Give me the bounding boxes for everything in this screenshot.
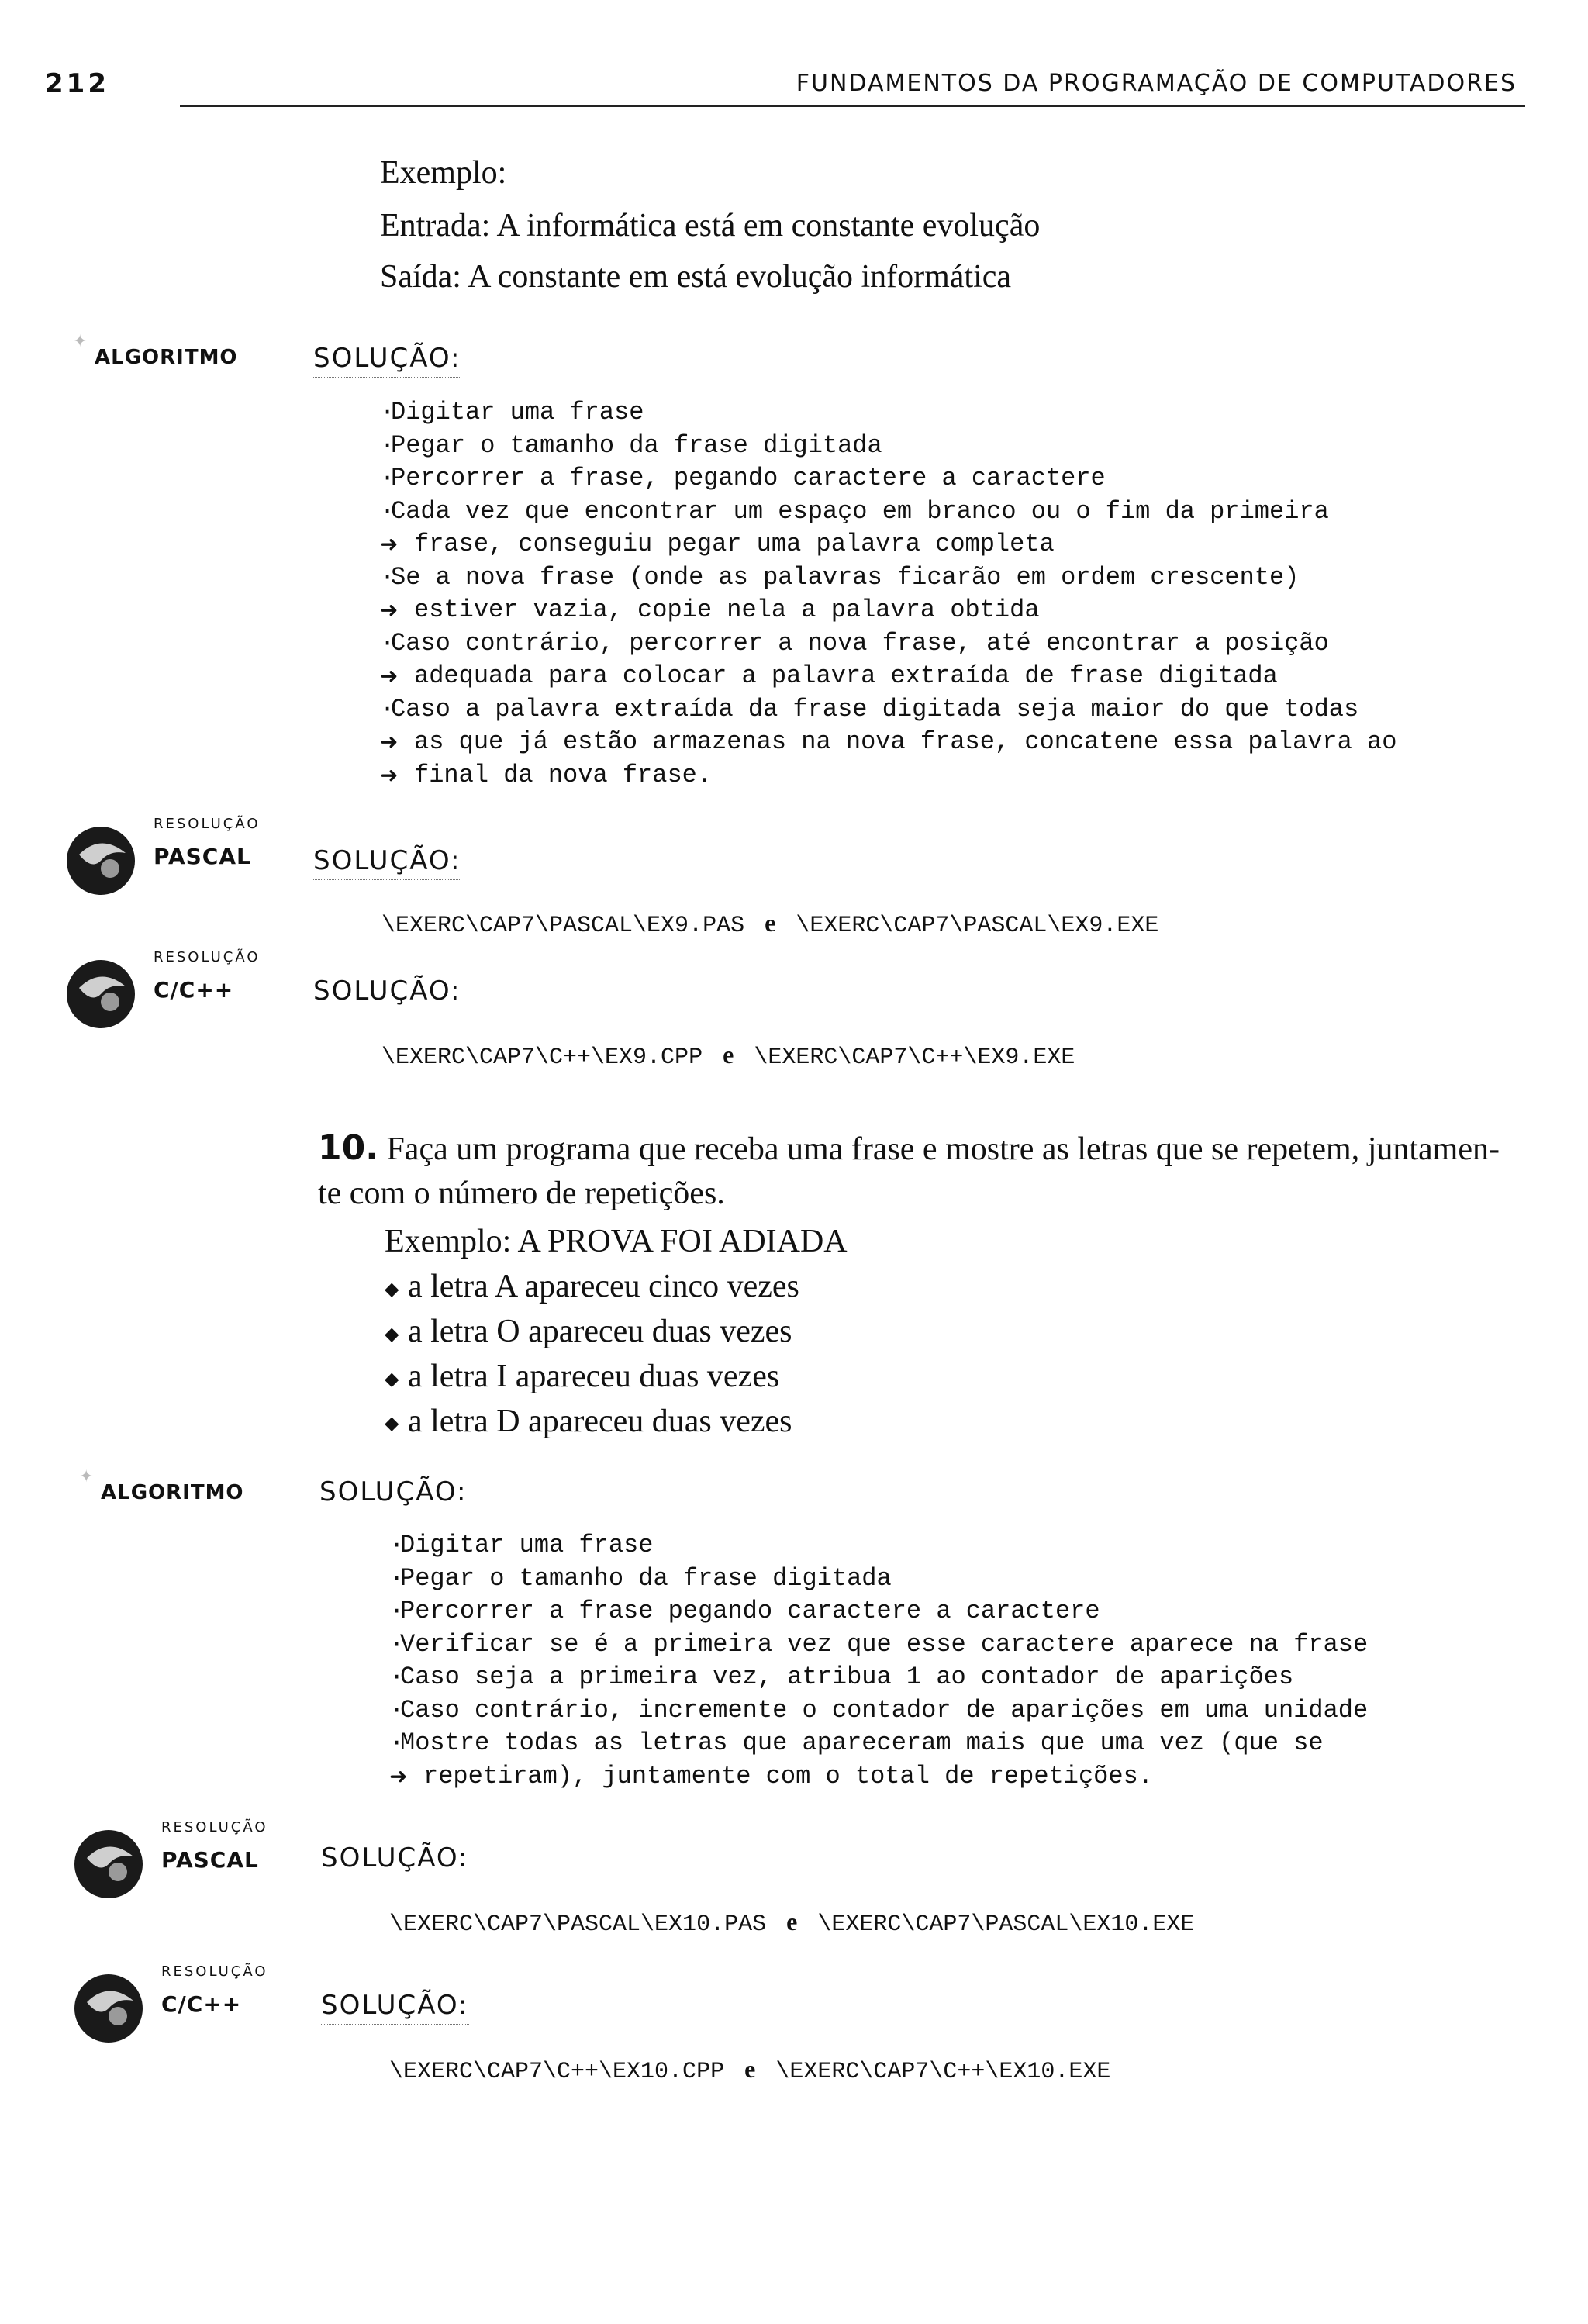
header-rule: [180, 105, 1525, 107]
pascal-resolution-label: RESOLUÇÃO PASCAL: [71, 1819, 327, 1904]
algorithm-step: ➜ as que já estão armazenas na nova frase, concatene essa palavra ao: [380, 727, 1397, 756]
cpp-file-paths: \EXERC\CAP7\C++\EX9.CPP e \EXERC\CAP7\C++\EX9.EXE: [381, 1041, 1075, 1071]
algorithm-step: · Cada vez que encontrar um espaço em branco ou o fim da primeira: [380, 496, 1396, 529]
algorithm-step: · Percorrer a frase pegando caractere a caractere: [389, 1595, 1368, 1628]
sparkle-icon: ✦: [73, 332, 88, 351]
pascal-exe-file: \EXERC\CAP7\PASCAL\EX9.EXE: [796, 913, 1159, 939]
cpp-exe-file: \EXERC\CAP7\C++\EX9.EXE: [754, 1045, 1075, 1071]
algorithm-step: · Pegar o tamanho da frase digitada: [380, 430, 1396, 463]
cpp-resolution-label: RESOLUÇÃO C/C++: [64, 949, 319, 1034]
disk-icon: [71, 1827, 146, 1901]
algorithm-step: · Mostre todas as letras que apareceram mais que uma vez (que se: [389, 1727, 1368, 1760]
step-dot-icon: ·: [389, 1663, 405, 1691]
example-input: Entrada: A informática está em constante evolução: [380, 208, 1041, 243]
algorithm-step: · Digitar uma frase: [380, 396, 1396, 430]
algorithm-step: · Caso seja a primeira vez, atribua 1 ao contador de aparições: [389, 1661, 1368, 1694]
cpp-source-file: \EXERC\CAP7\C++\EX9.CPP: [381, 1045, 703, 1071]
pascal-resolution-label: RESOLUÇÃO PASCAL: [64, 816, 319, 901]
pascal-source-file: \EXERC\CAP7\PASCAL\EX10.PAS: [389, 1911, 767, 1938]
step-dot-icon: ·: [380, 562, 395, 592]
step-dot-icon: ·: [389, 1629, 405, 1659]
solution-heading: SOLUÇÃO:: [321, 1842, 469, 1877]
step-dot-icon: ·: [389, 1728, 405, 1757]
algorithm-step: · Percorrer a frase, pegando caractere a caractere: [380, 462, 1396, 496]
continuation-arrow-icon: ➜: [380, 663, 399, 689]
algorithm-steps: [380, 396, 1396, 792]
step-dot-icon: ·: [380, 496, 395, 526]
continuation-arrow-icon: ➜: [380, 729, 399, 755]
pascal-source-file: \EXERC\CAP7\PASCAL\EX9.PAS: [381, 913, 745, 939]
solution-heading: SOLUÇÃO:: [313, 343, 461, 378]
algorithm-step: ➜ frase, conseguiu pegar uma palavra completa: [380, 530, 1055, 558]
disk-icon: [64, 824, 138, 898]
algorithm-label: ✦ ALGORITMO: [79, 1467, 244, 1504]
continuation-arrow-icon: ➜: [380, 597, 399, 623]
step-dot-icon: ·: [380, 430, 395, 460]
cpp-exe-file: \EXERC\CAP7\C++\EX10.EXE: [775, 2059, 1111, 2085]
list-item: ◆ a letra A apareceu cinco vezes: [385, 1266, 799, 1310]
step-dot-icon: ·: [380, 398, 395, 426]
continuation-arrow-icon: ➜: [380, 531, 399, 558]
algorithm-step: · Digitar uma frase: [389, 1529, 1368, 1563]
list-item: ◆ a letra O apareceu duas vezes: [385, 1310, 799, 1355]
example-bullet-list: [385, 1266, 799, 1445]
exercise-10-example: Exemplo: A PROVA FOI ADIADA: [385, 1224, 848, 1259]
running-header: FUNDAMENTOS DA PROGRAMAÇÃO DE COMPUTADORES: [796, 70, 1517, 97]
algorithm-step: · Pegar o tamanho da frase digitada: [389, 1563, 1368, 1596]
continuation-arrow-icon: ➜: [389, 1763, 408, 1789]
algorithm-steps: [389, 1529, 1368, 1793]
cpp-file-paths: \EXERC\CAP7\C++\EX10.CPP e \EXERC\CAP7\C++\EX10.EXE: [389, 2055, 1111, 2085]
step-dot-icon: ·: [380, 628, 395, 658]
exercise-10-statement: 10. Faça um programa que receba uma frase e mostre as letras que se repetem, juntamen-: [318, 1128, 1500, 1168]
algorithm-step: · Verificar se é a primeira vez que esse caractere aparece na frase: [389, 1628, 1368, 1662]
diamond-bullet-icon: ◆: [385, 1367, 399, 1390]
diamond-bullet-icon: ◆: [385, 1277, 399, 1300]
diamond-bullet-icon: ◆: [385, 1412, 399, 1435]
page-number: 212: [45, 68, 109, 99]
disk-icon: [71, 1971, 146, 2046]
algorithm-step: ➜ estiver vazia, copie nela a palavra obtida: [380, 596, 1040, 624]
disk-icon: [64, 957, 138, 1031]
pascal-exe-file: \EXERC\CAP7\PASCAL\EX10.EXE: [817, 1911, 1195, 1938]
example-label: Exemplo:: [380, 155, 507, 191]
algorithm-step: ➜ repetiram), juntamente com o total de repetições.: [389, 1761, 1153, 1790]
algorithm-label: ✦ ALGORITMO: [73, 332, 238, 369]
sparkle-icon: ✦: [79, 1467, 95, 1487]
list-item: ◆ a letra I apareceu duas vezes: [385, 1355, 799, 1400]
step-dot-icon: ·: [380, 464, 395, 492]
diamond-bullet-icon: ◆: [385, 1322, 399, 1345]
algorithm-step: · Se a nova frase (onde as palavras ficarão em ordem crescente): [380, 561, 1396, 595]
solution-heading: SOLUÇÃO:: [319, 1476, 468, 1511]
example-output: Saída: A constante em está evolução informática: [380, 259, 1012, 295]
algorithm-step: · Caso contrário, percorrer a nova frase, até encontrar a posição: [380, 627, 1396, 661]
exercise-10-statement-cont: te com o número de repetições.: [318, 1176, 725, 1211]
pascal-file-paths: \EXERC\CAP7\PASCAL\EX10.PAS e \EXERC\CAP7\PASCAL\EX10.EXE: [389, 1908, 1195, 1938]
step-dot-icon: ·: [389, 1695, 405, 1725]
cpp-resolution-label: RESOLUÇÃO C/C++: [71, 1963, 327, 2049]
algorithm-step: ➜ final da nova frase.: [380, 760, 713, 789]
step-dot-icon: ·: [389, 1597, 405, 1625]
solution-heading: SOLUÇÃO:: [313, 845, 461, 880]
algorithm-step: · Caso a palavra extraída da frase digitada seja maior do que todas: [380, 693, 1396, 727]
list-item: ◆ a letra D apareceu duas vezes: [385, 1400, 799, 1445]
solution-heading: SOLUÇÃO:: [313, 976, 461, 1010]
step-dot-icon: ·: [389, 1531, 405, 1559]
solution-heading: SOLUÇÃO:: [321, 1990, 469, 2025]
pascal-file-paths: \EXERC\CAP7\PASCAL\EX9.PAS e \EXERC\CAP7\PASCAL\EX9.EXE: [381, 909, 1159, 939]
cpp-source-file: \EXERC\CAP7\C++\EX10.CPP: [389, 2059, 725, 2085]
algorithm-step: ➜ adequada para colocar a palavra extraída de frase digitada: [380, 661, 1278, 690]
algorithm-step: · Caso contrário, incremente o contador de aparições em uma unidade: [389, 1694, 1368, 1728]
step-dot-icon: ·: [380, 694, 395, 723]
continuation-arrow-icon: ➜: [380, 761, 399, 788]
step-dot-icon: ·: [389, 1563, 405, 1593]
exercise-number: 10.: [318, 1128, 378, 1168]
